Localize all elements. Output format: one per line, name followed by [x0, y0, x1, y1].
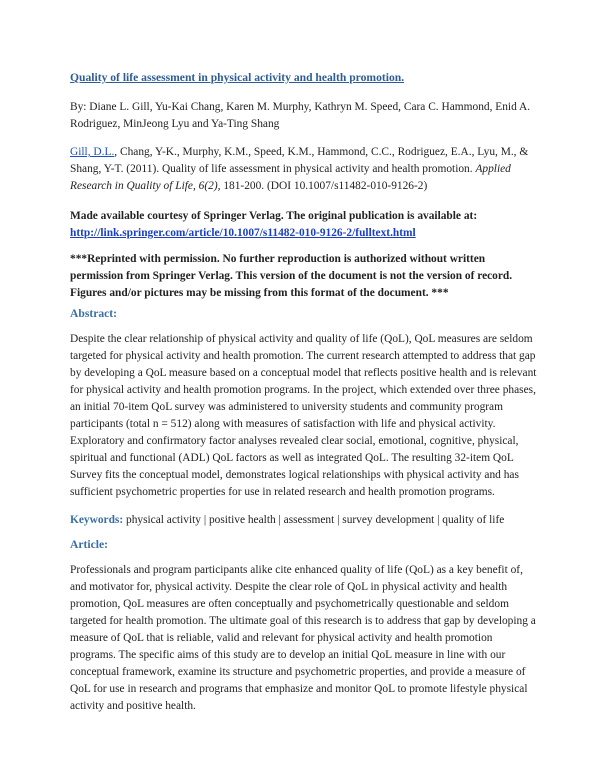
- authors-line: By: Diane L. Gill, Yu-Kai Chang, Karen M. Murphy, Kathryn M. Speed, Cara C. Hammond, Enid A. Rodriguez, MinJeong Lyu and Ya-Ting Shang: [70, 101, 531, 130]
- article-heading: Article:: [70, 538, 108, 551]
- citation-journal: Applied Research in Quality of Life, 6(2),: [70, 163, 511, 192]
- article-text: Professionals and program participants alike cite enhanced quality of life (QoL) as a key benefit of, and motivator for, physical activity. Despite the clear role of QoL in physical activity and health promotion, QoL measures are often conceptually and psychometrically questionable and seldom targeted for health promotion. The ultimate goal of this research is to address that gap by developing a measure of QoL that is reliable, valid and relevant for physical activity and health promotion programs. The specific aims of this study are to develop an initial QoL measure in line with our conceptual framework, examine its structure and psychometric properties, and provide a measure of QoL for use in research and programs that emphasize and monitor QoL to promote lifestyle physical activity and positive health.: [70, 564, 536, 712]
- keywords-line: [70, 512, 540, 529]
- reprint-notice: ***Reprinted with permission. No further reproduction is authorized without written permission from Springer Verlag. This version of the document is not the version of record. Figures and/or pictures may be missing from this format of the document. ***: [70, 253, 513, 299]
- abstract-heading: Abstract:: [70, 307, 118, 320]
- fulltext-url-link[interactable]: http://link.springer.com/article/10.1007/s11482-010-9126-2/fulltext.html: [70, 227, 416, 239]
- citation-text: , Chang, Y-K., Murphy, K.M., Speed, K.M., Hammond, C.C., Rodriguez, E.A., Lyu, M., & Shang, Y-T. (2011). Quality of life assessment in physical activity and health promotion.: [70, 146, 529, 175]
- availability-text: Made available courtesy of Springer Verlag. The original publication is available at:: [70, 210, 478, 222]
- citation-pages-doi: 181-200. (DOI 10.1007/s11482-010-9126-2): [220, 180, 428, 192]
- citation: [70, 144, 540, 195]
- document-page: [70, 64, 540, 715]
- availability-notice: [70, 208, 540, 242]
- keywords-text: physical activity | positive health | assessment | survey development | quality of life: [123, 514, 505, 526]
- abstract-text: Despite the clear relationship of physical activity and quality of life (QoL), QoL measures are seldom targeted for physical activity and health promotion. The current research attempted to address that gap by developing a QoL measure based on a conceptual model that reflects positive health and is relevant for physical activity and health promotion programs. In the project, which extended over three phases, an initial 70-item QoL survey was administered to university students and community program participants (total n = 512) along with measures of satisfaction with life and physical activity. Exploratory and confirmatory factor analyses revealed clear social, emotional, cognitive, physical, spiritual and functional (ADL) QoL factors as well as integrated QoL. The resulting 32-item QoL Survey fits the conceptual model, demonstrates logical relationships with physical activity and has sufficient psychometric properties for use in related research and health promotion programs.: [70, 333, 537, 498]
- document-title-link[interactable]: Quality of life assessment in physical activity and health promotion.: [70, 71, 405, 84]
- keywords-label: Keywords:: [70, 514, 124, 526]
- citation-author-link[interactable]: Gill, D.L.: [70, 146, 115, 158]
